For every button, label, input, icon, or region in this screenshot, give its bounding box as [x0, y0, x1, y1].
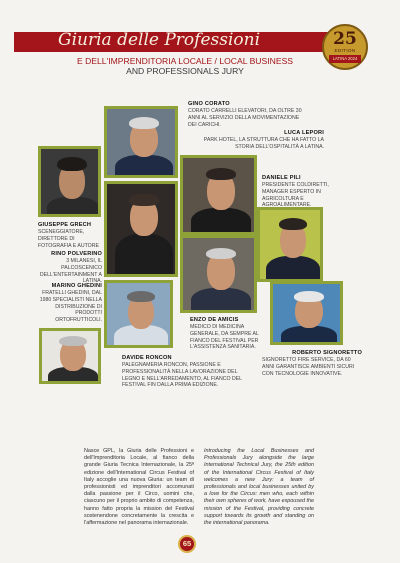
member-name: LUCA LEPORI	[284, 130, 324, 136]
member-description: MEDICO DI MEDICINA GENERALE, DA SEMPRE AL FIANCO DEL FESTIVAL PER L'ASSISTENZA SANITARIA.	[190, 324, 259, 351]
member-description: 3 MILANESI, IL PALCOSCENICO DELL'ENTERTAINMENT A LATINA.	[39, 258, 102, 285]
anniversary-seal	[322, 24, 368, 70]
seal-ribbon: LATINA 2024	[329, 55, 361, 63]
member-description: SIGNORETTO FIRE SERVICE, DA 60 ANNI GARANTISCE AMBIENTI SICURI CON TECNOLOGIE INNOVATIVE.	[262, 357, 355, 377]
caption-roberto-signoretto	[262, 350, 362, 377]
caption-davide-roncon	[122, 355, 244, 389]
member-description: FRATELLI GHEDINI, DAL 1980 SPECIALISTI NELLA DISTRIBUZIONE DI PRODOTTI ORTOFRUTTICOLI.	[39, 290, 102, 324]
subtitle-italian: E DELL'IMPRENDITORIA LOCALE / LOCAL BUSINESS	[76, 56, 294, 66]
member-name: MARINO GHEDINI	[51, 283, 102, 289]
member-name: DAVIDE RONCON	[122, 355, 172, 361]
member-description: CORATO CARRELLI ELEVATORI, DA OLTRE 30 ANNI AL SERVIZIO DELLA MOVIMENTAZIONE DEI CARICHI.	[188, 108, 302, 128]
member-description: PARK HOTEL, LA STRUTTURA CHE HA FATTO LA STORIA DELL'OSPITALITÀ A LATINA.	[203, 137, 324, 150]
member-name: ENZO DE AMICIS	[190, 317, 239, 323]
page-subtitle	[40, 56, 330, 76]
caption-marino-ghedini	[32, 283, 102, 324]
photo-luca-lepori	[180, 155, 257, 235]
caption-enzo-de-amicis	[190, 317, 270, 351]
photo-rino-polverino	[104, 181, 178, 277]
photo-daniele-pili	[257, 207, 323, 282]
caption-giuseppe-grech	[38, 222, 102, 249]
photo-marino-ghedini	[39, 328, 101, 384]
photo-enzo-de-amicis	[180, 235, 257, 313]
member-description: PRESIDENTE COLDIRETTI, MANAGER ESPERTO IN AGRICOLTURA E AGROALIMENTARE.	[262, 182, 329, 209]
subtitle-english: AND PROFESSIONALS JURY	[126, 66, 244, 76]
member-name: RINO POLVERINO	[51, 251, 102, 257]
photo-roberto-signoretto	[270, 281, 343, 345]
caption-rino-polverino	[30, 251, 102, 285]
member-name: DANIELE PILI	[262, 175, 301, 181]
photo-gino-corato	[104, 106, 178, 178]
seal-number: 25	[333, 29, 357, 49]
seal-edition: EDITION	[334, 48, 356, 53]
caption-daniele-pili	[262, 175, 332, 209]
member-name: GINO CORATO	[188, 101, 230, 107]
page-title: Giuria delle Professioni	[58, 30, 261, 50]
member-description: PALEGNAMERIA RONCON, PASSIONE E PROFESSIONALITÀ NELLA LAVORAZIONE DEL LEGNO E NELL'ARREDAMENTO, AL FIANCO DEL FESTIVAL FIN DALLA PRIMA EDIZIONE.	[122, 362, 242, 389]
page-number: 65	[178, 535, 196, 553]
member-description: SCENEGGIATORE, DIRETTORE DI FOTOGRAFIA E AUTORE	[38, 229, 99, 249]
member-name: GIUSEPPE GRECH	[38, 222, 92, 228]
body-text-italian: Nasce GPL, la Giuria delle Professioni e dell'Imprenditoria Locale, al fianco della grande Giuria Tecnica Internazionale, la 25ª edizione dell'International Circus Festival of Italy accoglie una nuova Giuria: un team di professionisti ed imprenditori accomunati dalla passione per il Circo, uomini che, ciascuno per il proprio ambito di competenza, hanno fatto propria la mission del Festival sostenendone concretamente la crescita e l'affermazione nel panorama internazionale.	[84, 448, 194, 527]
caption-gino-corato	[188, 101, 306, 128]
photo-davide-roncon	[104, 280, 173, 348]
photo-giuseppe-grech	[38, 146, 101, 217]
body-text-english: Introducing the Local Businesses and Professionals Jury alongside the large International Technical Jury, the 25th edition of the International Circus Festival of Italy welcomes a new Jury: a team of professionals and local businesses united by a love for the Circus: men who, each within their own spheres of work, have espoused the mission of the Festival, providing concrete support towards its growth and standing on the international panorama.	[204, 448, 314, 527]
caption-luca-lepori	[196, 130, 324, 151]
member-name: ROBERTO SIGNORETTO	[292, 350, 362, 356]
